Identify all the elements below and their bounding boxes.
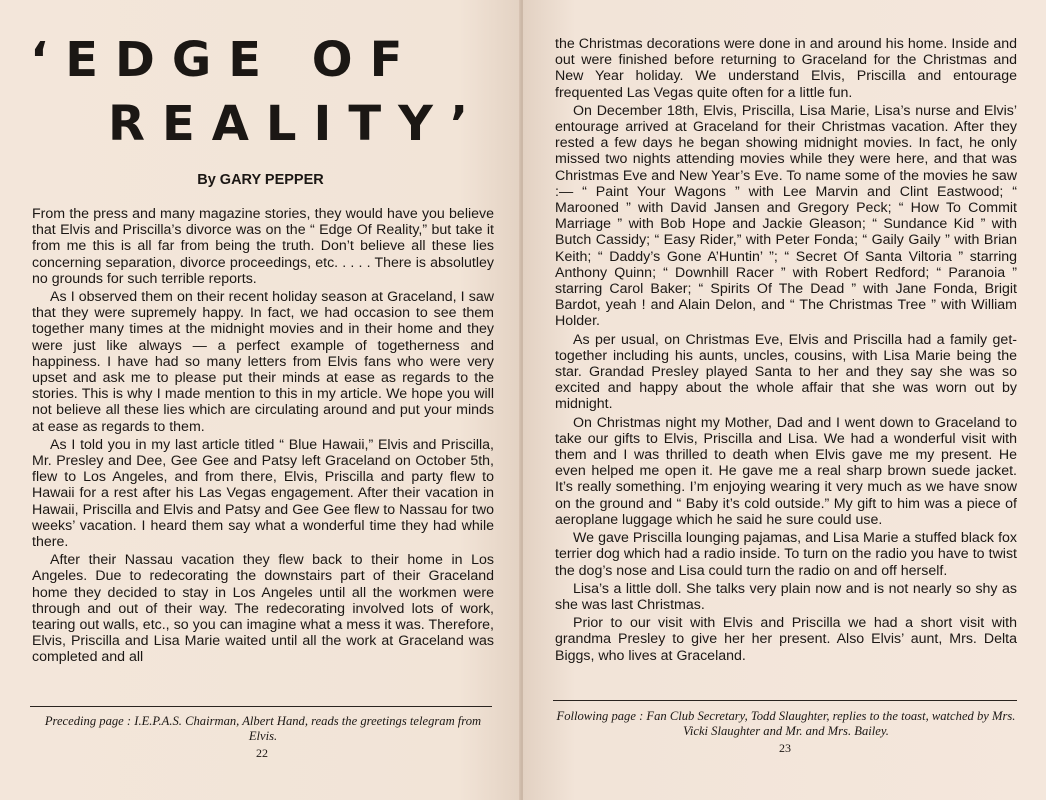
paragraph: Prior to our visit with Elvis and Priscilla we had a short visit with grandma Presley to give her her present. Also Elvis’ aunt, Mrs. Delta Biggs, who lives at Graceland. [555,615,1017,664]
paragraph: After their Nassau vacation they flew back to their home in Los Angeles. Due to redecorating the downstairs part of their Graceland home they decided to stay in Los Angeles until all the workmen were through and out of their way. The redecorating involved lots of work, tearing out walls, etc., so you can imagine what a mess it was. Therefore, Elvis, Priscilla and Lisa Marie waited until all the work at Graceland was completed and all [32,552,494,666]
paragraph: From the press and many magazine stories, they would have you believe that Elvis and Priscilla’s divorce was on the “ Edge Of Reality,” but take it from me this is all far from being the truth. Don’t believe all these lies concerning separation, divorce proceedings, etc. . . . . There is absolutley no grounds for such terrible reports. [32,206,494,287]
paragraph: On December 18th, Elvis, Priscilla, Lisa Marie, Lisa’s nurse and Elvis’ entourage arrived at Graceland for their Christmas vacation. After they rested a few days he began showing midnight movies. In fact, he only missed two nights attending movies while they were here, and that was Christmas Eve and New Year’s Eve. To name some of the movies he saw :— “ Paint Your Wagons ” with Lee Marvin and Clint Eastwood; “ Marooned ” with David Jansen and Gregory Peck; “ How To Commit Marriage ” with Bob Hope and Jackie Gleason; “ Sundance Kid ” with Butch Cassidy; “ Easy Rider,” with Peter Fonda; “ Gaily Gaily ” with Brian Keith; “ Daddy’s Gone A’Huntin’ ”; “ Secret Of Santa Viltoria ” starring Anthony Quinn; “ Downhill Racer ” with Robert Redford; “ Paranoia ” starring Carol Baker; “ Spirits Of The Dead ” with Jane Fonda, Brigit Bardot, yeah ! and Alain Delon, and “ The Christmas Tree ” with William Holder. [555,102,1017,330]
paragraph: As I told you in my last article titled “ Blue Hawaii,” Elvis and Priscilla, Mr. Presley and Dee, Gee Gee and Patsy left Graceland on October 5th, flew to Los Angeles, and from there, Elvis, Priscilla and party flew to Hawaii for a rest after his Las Vegas engagement. After their vacation in Hawaii, Priscilla and Elvis and Patsy and Gee Gee flew to Nassau for two weeks’ vacation. I heard them say what a wonderful time they had while there. [32,436,494,551]
page-number: 23 [779,741,791,755]
photo-caption: Preceding page : I.E.P.A.S. Chairman, Albert Hand, reads the greetings telegram from Elvis. [44,714,482,743]
photo-caption: Following page : Fan Club Secretary, Todd Slaughter, replies to the toast, watched by Mrs. Vicki Slaughter and Mr. and Mrs. Bailey. [556,709,1016,738]
article-title-line-2: REALITY’ [108,96,486,152]
caption-divider [30,706,492,707]
article-byline: By GARY PEPPER [197,172,324,188]
paragraph: the Christmas decorations were done in and around his home. Inside and out were finished before returning to Graceland for the Christmas and New Year holiday. We understand Elvis, Priscilla and entourage frequented Las Vegas quite often for a little fun. [555,36,1017,101]
paragraph: As I observed them on their recent holiday season at Graceland, I saw that they were supremely happy. In fact, we had occasion to see them together many times at the midnight movies and in their home and they were just like always — a perfect example of togetherness and happiness. I have had so many letters from Elvis fans who were very upset and ask me to please put their minds at ease as regards to the stories. This is why I made mention to this in my article. We hope you will not believe all these lies which are circulating around and put your minds at ease as regards to them. [32,289,494,435]
page-number: 22 [256,746,268,760]
left-page [0,0,521,800]
paragraph: Lisa’s a little doll. She talks very plain now and is not nearly so shy as she was last Christmas. [555,580,1017,613]
paragraph: On Christmas night my Mother, Dad and I went down to Graceland to take our gifts to Elvis, Priscilla and Lisa. We had a wonderful visit with them and I was thrilled to death when Elvis gave me my present. He even helped me open it. He gave me a real sharp brown suede jacket. It’s really something. I’m enjoying wearing it very much as we have snow on the ground and “ Baby it’s cold outside.” My gift to him was a piece of aeroplane luggage which he said he sure could use. [555,414,1017,528]
right-column-text [555,36,1017,666]
paragraph: As per usual, on Christmas Eve, Elvis and Priscilla had a family get-together including his aunts, uncles, cousins, with Lisa Marie being the star. Grandad Presley played Santa to her and they say she was so excited and happy about the whole affair that she was worn out by midnight. [555,331,1017,413]
left-column-text [32,206,494,668]
caption-divider [553,700,1017,701]
article-title-line-1: ‘EDGE OF [30,32,420,88]
paragraph: We gave Priscilla lounging pajamas, and Lisa Marie a stuffed black fox terrier dog which had a radio inside. To turn on the radio you have to twist the dog’s nose and Lisa could turn the radio on and off herself. [555,530,1017,579]
